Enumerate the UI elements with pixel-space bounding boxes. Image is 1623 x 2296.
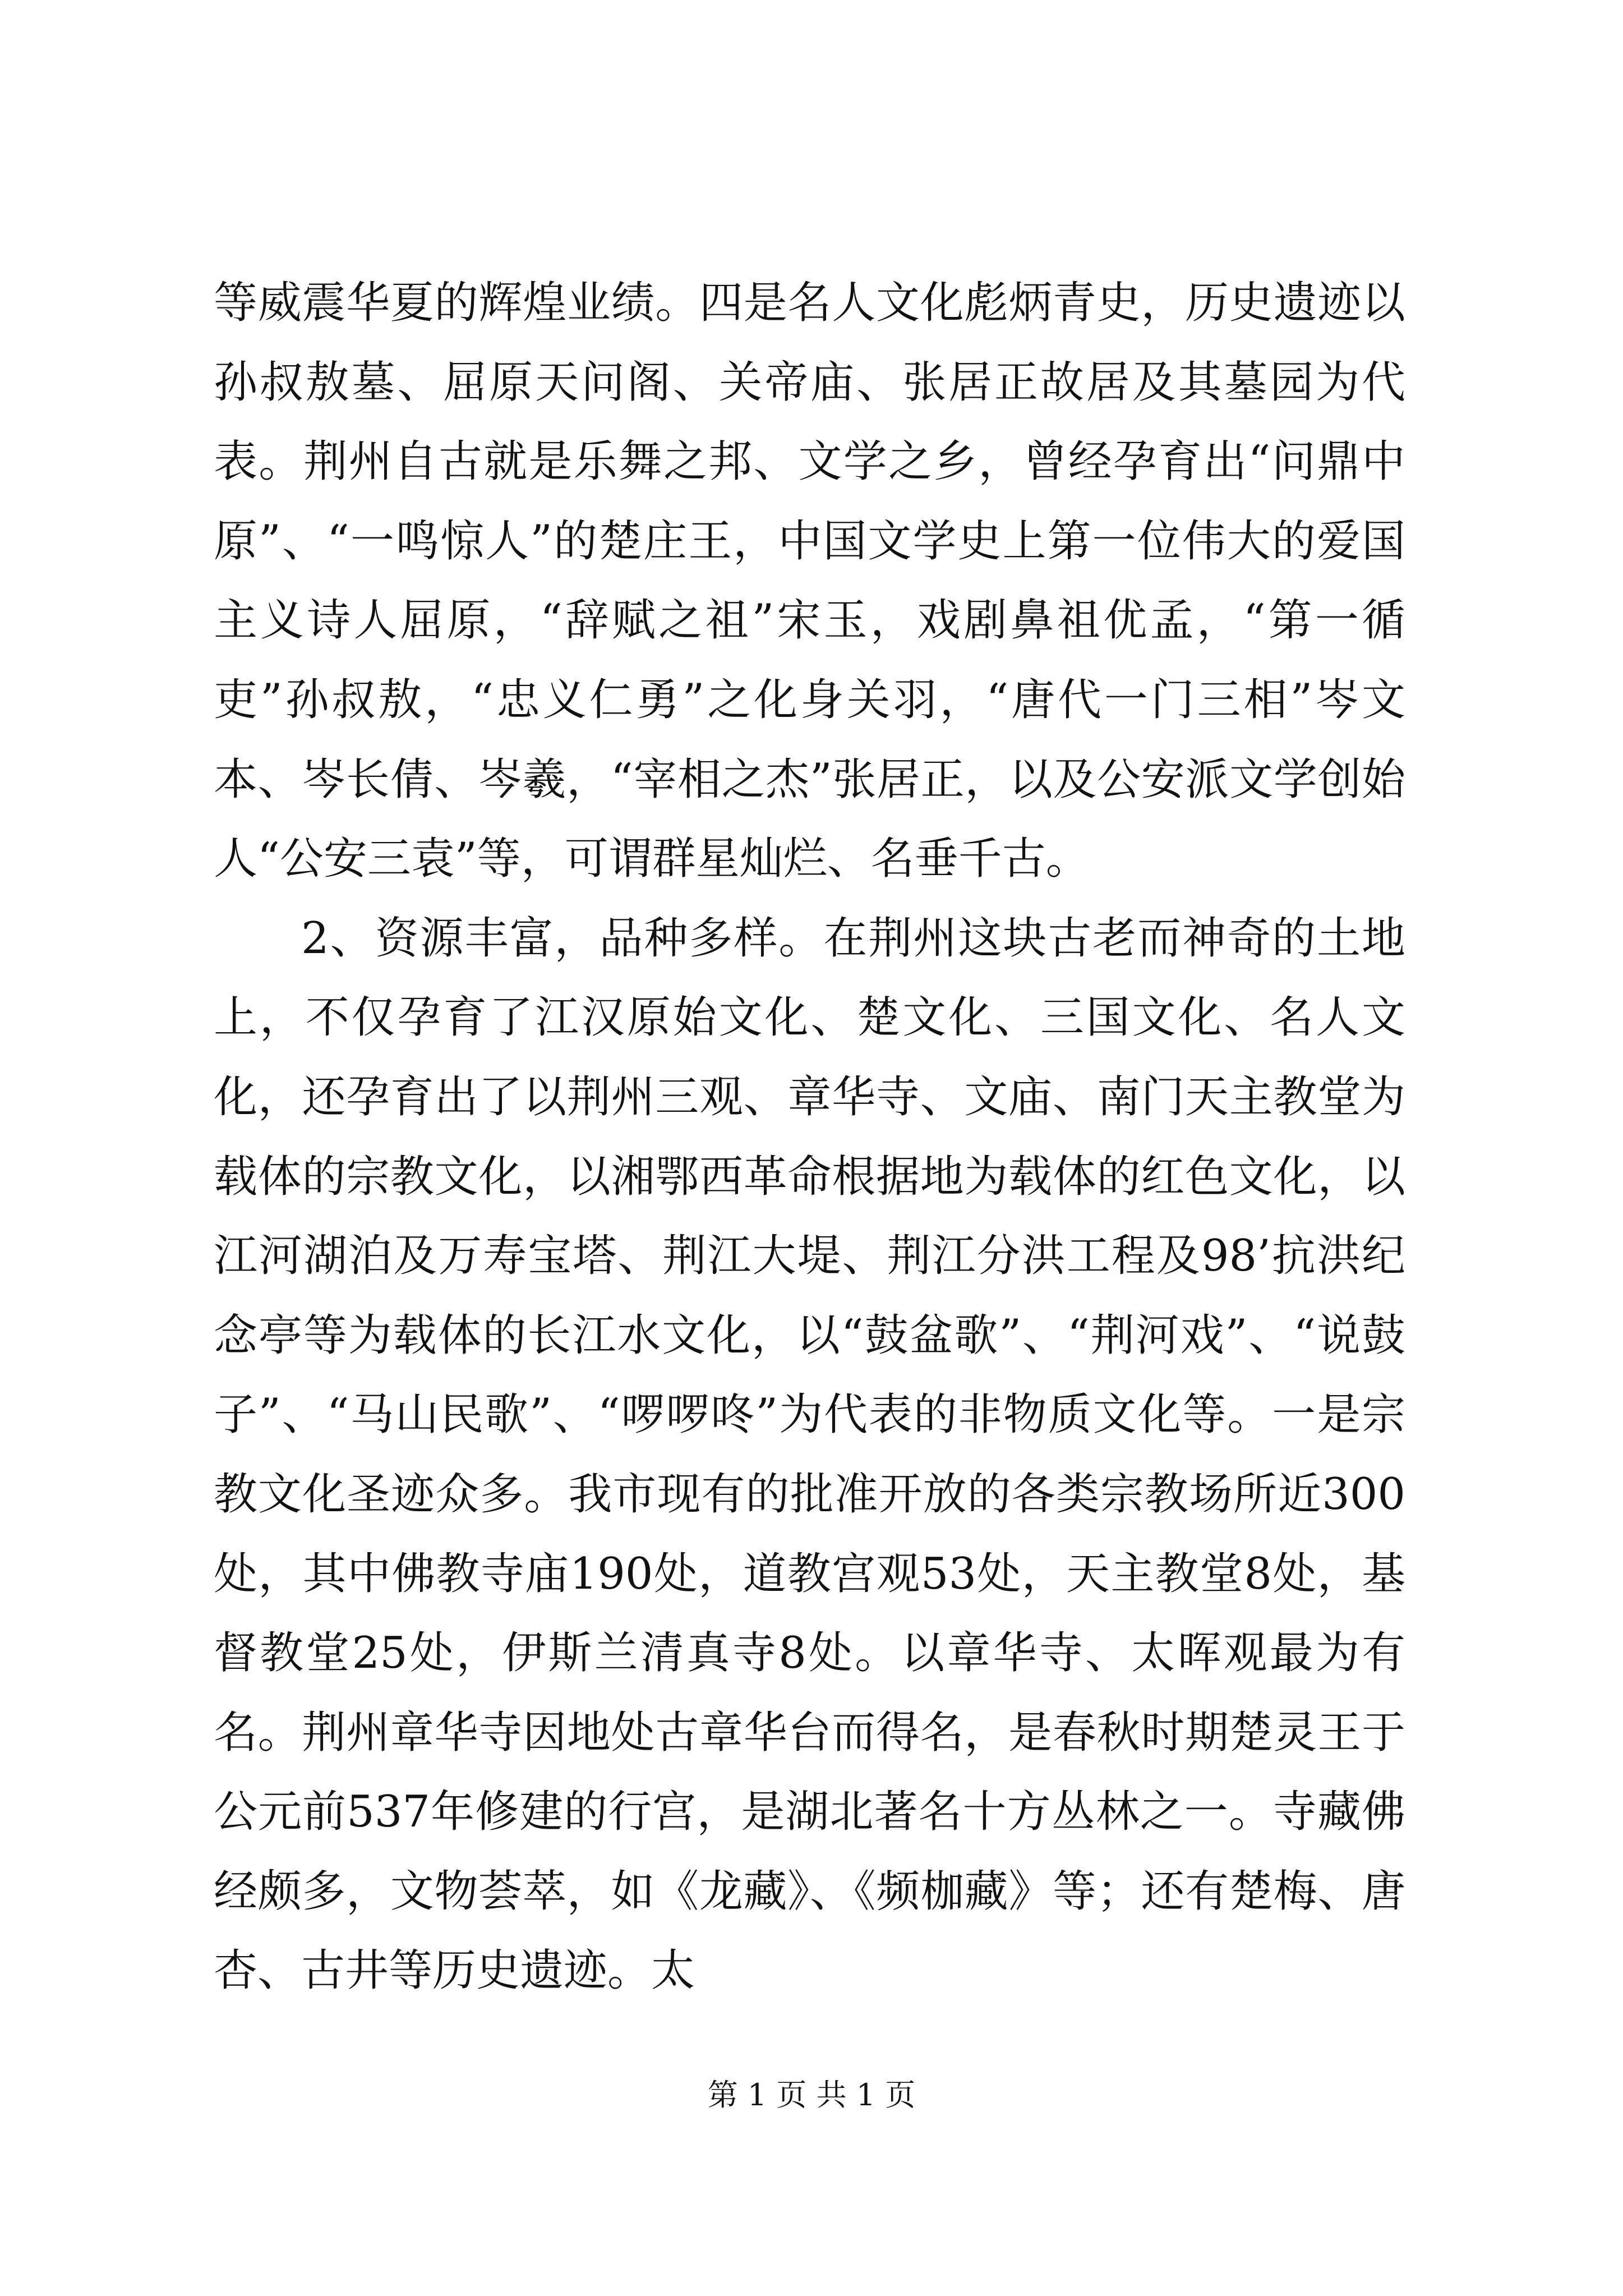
page-footer: 第 1 页 共 1 页 — [707, 2077, 916, 2113]
document-body — [214, 264, 1405, 2011]
paragraph-continuation: 等威震华夏的辉煌业绩。四是名人文化彪炳青史，历史遗迹以孙叔敖墓、屈原天问阁、关帝庙、张居正故居及其墓园为代表。荆州自古就是乐舞之邦、文学之乡，曾经孕育出“问鼎中原”、“一鸣惊人”的楚庄王，中国文学史上第一位伟大的爱国主义诗人屈原，“辞赋之祖”宋玉，戏剧鼻祖优孟，“第一循吏”孙叔敖，“忠义仁勇”之化身关羽，“唐代一门三相”岑文本、岑长倩、岑羲，“宰相之杰”张居正，以及公安派文学创始人“公安三袁”等，可谓群星灿烂、名垂千古。 — [214, 278, 1405, 885]
paragraph-resources: 2、资源丰富，品种多样。在荆州这块古老而神奇的土地上，不仅孕育了江汉原始文化、楚文化、三国文化、名人文化，还孕育出了以荆州三观、章华寺、文庙、南门天主教堂为载体的宗教文化，以湘鄂西革命根据地为载体的红色文化，以江河湖泊及万寿宝塔、荆江大堤、荆江分洪工程及98’抗洪纪念亭等为载体的长江水文化，以“鼓盆歌”、“荆河戏”、“说鼓子”、“马山民歌”、“啰啰咚”为代表的非物质文化等。一是宗教文化圣迹众多。我市现有的批准开放的各类宗教场所近300处，其中佛教寺庙190处，道教宫观53处，天主教堂8处，基督教堂25处，伊斯兰清真寺8处。以章华寺、太晖观最为有名。荆州章华寺因地处古章华台而得名，是春秋时期楚灵王于公元前537年修建的行宫，是湖北著名十方丛林之一。寺藏佛经颇多，文物荟萃，如《龙藏》、《频枷藏》等；还有楚梅、唐杏、古井等历史遗迹。太 — [214, 913, 1405, 1996]
